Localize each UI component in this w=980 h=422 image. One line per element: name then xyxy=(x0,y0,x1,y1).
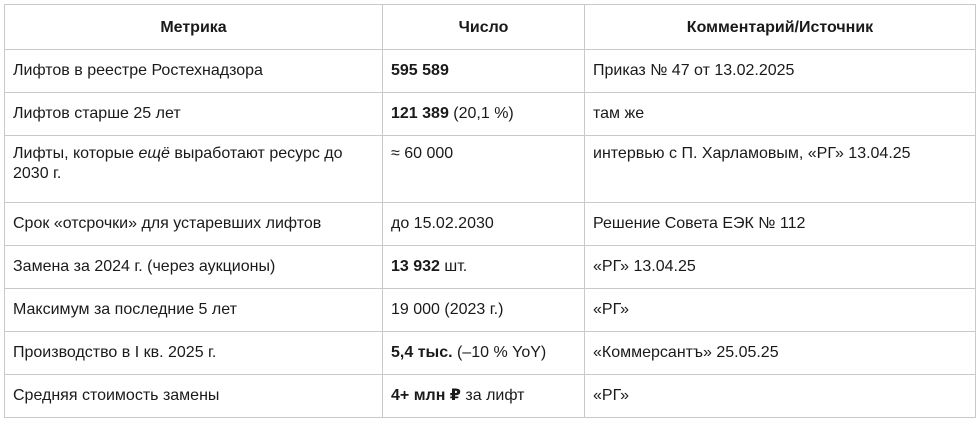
metric-text-after: выработают ресурс до 2030 г. xyxy=(13,145,343,182)
source-text: «РГ» 13.04.25 xyxy=(593,258,696,275)
source-text: интервью с П. Харламовым, «РГ» 13.04.25 xyxy=(593,145,911,162)
cell-source xyxy=(585,289,976,332)
table-row xyxy=(5,203,976,246)
metric-text: Максимум за последние 5 лет xyxy=(13,301,237,318)
number-bold: 595 589 xyxy=(391,62,449,79)
number-bold: 5,4 тыс. xyxy=(391,344,453,361)
cell-source xyxy=(585,246,976,289)
cell-source xyxy=(585,375,976,418)
cell-number xyxy=(383,289,585,332)
number-rest: за лифт xyxy=(460,387,525,404)
table-row xyxy=(5,50,976,93)
cell-metric xyxy=(5,289,383,332)
source-text: «РГ» xyxy=(593,301,630,318)
table-row xyxy=(5,246,976,289)
source-text: «Коммерсантъ» 25.05.25 xyxy=(593,344,779,361)
metrics-table xyxy=(4,4,976,418)
table-row xyxy=(5,136,976,203)
table-row xyxy=(5,375,976,418)
cell-metric xyxy=(5,203,383,246)
number-rest: 19 000 (2023 г.) xyxy=(391,301,504,318)
cell-metric xyxy=(5,332,383,375)
cell-number xyxy=(383,332,585,375)
table-header-row xyxy=(5,5,976,50)
metric-text: Производство в I кв. 2025 г. xyxy=(13,344,217,361)
header-number: Число xyxy=(383,5,585,50)
cell-source xyxy=(585,50,976,93)
cell-number xyxy=(383,246,585,289)
table-row xyxy=(5,332,976,375)
cell-source xyxy=(585,332,976,375)
cell-metric xyxy=(5,93,383,136)
number-rest: шт. xyxy=(439,258,468,275)
cell-metric xyxy=(5,50,383,93)
number-rest: (20,1 %) xyxy=(448,105,514,122)
cell-number xyxy=(383,375,585,418)
metric-text-emphasis: ещё xyxy=(138,145,170,162)
cell-number xyxy=(383,50,585,93)
cell-metric xyxy=(5,375,383,418)
header-source: Комментарий/Источник xyxy=(585,5,976,50)
source-text: Приказ № 47 от 13.02.2025 xyxy=(593,62,795,79)
source-text: Решение Совета ЕЭК № 112 xyxy=(593,215,806,232)
source-text: «РГ» xyxy=(593,387,630,404)
header-metric: Метрика xyxy=(5,5,383,50)
number-bold: 4+ млн ₽ xyxy=(391,387,461,404)
number-bold: 13 932 xyxy=(391,258,440,275)
cell-metric xyxy=(5,246,383,289)
source-text: там же xyxy=(593,105,645,122)
number-rest: до 15.02.2030 xyxy=(391,215,494,232)
table-row xyxy=(5,93,976,136)
metric-text-before: Лифты, которые xyxy=(13,145,139,162)
number-rest: ≈ 60 000 xyxy=(391,145,454,162)
table-row xyxy=(5,289,976,332)
metric-text: Замена за 2024 г. (через аукционы) xyxy=(13,258,276,275)
cell-number xyxy=(383,93,585,136)
cell-source xyxy=(585,203,976,246)
cell-source xyxy=(585,93,976,136)
number-bold: 121 389 xyxy=(391,105,449,122)
metric-text: Лифтов старше 25 лет xyxy=(13,105,181,122)
metric-text: Средняя стоимость замены xyxy=(13,387,220,404)
cell-source xyxy=(585,136,976,203)
cell-number xyxy=(383,203,585,246)
metric-text: Лифтов в реестре Ростехнадзора xyxy=(13,62,263,79)
metric-text: Срок «отсрочки» для устаревших лифтов xyxy=(13,215,322,232)
cell-metric xyxy=(5,136,383,203)
cell-number xyxy=(383,136,585,203)
number-rest: (–10 % YoY) xyxy=(452,344,547,361)
